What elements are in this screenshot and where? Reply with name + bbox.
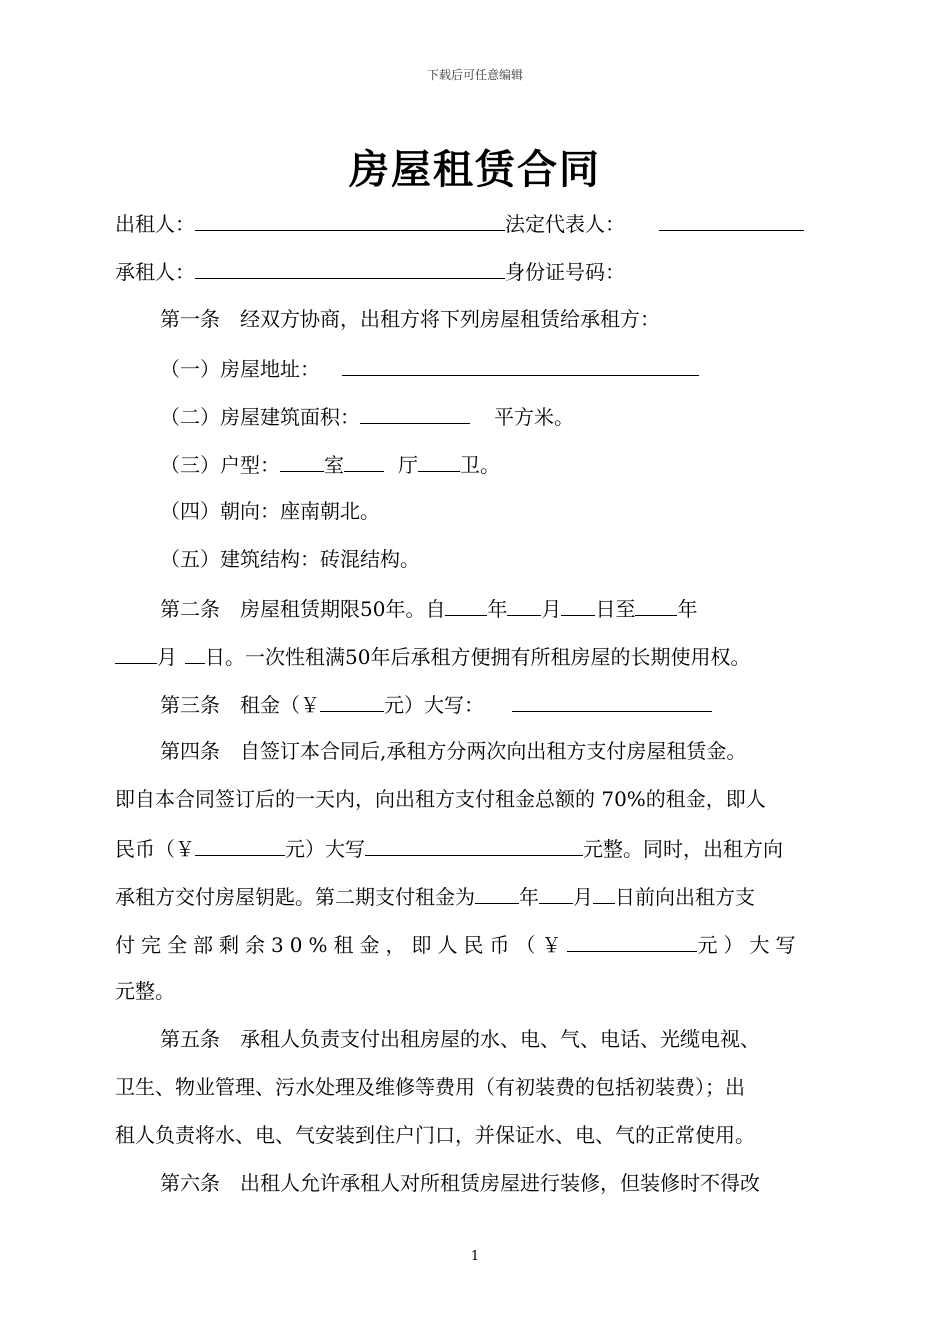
article-1-intro: 第一条 经双方协商，出租方将下列房屋租赁给承租方： bbox=[160, 307, 660, 331]
legal-rep-label: 法定代表人： bbox=[505, 212, 625, 236]
start-day-blank bbox=[561, 593, 595, 616]
layout-label: （三）户型： bbox=[160, 453, 280, 477]
article-4-text-3c: 元整。同时，出租方向 bbox=[583, 837, 783, 861]
lessee-line bbox=[115, 256, 625, 286]
room-unit: 室 bbox=[324, 453, 344, 477]
article-6-line-1: 第六条 出租人允许承租人对所租赁房屋进行装修，但装修时不得改 bbox=[160, 1171, 760, 1195]
legal-rep-blank bbox=[659, 208, 804, 231]
article-4-line-1: 第四条 自签订本合同后,承租方分两次向出租方支付房屋租赁金。 bbox=[160, 739, 747, 763]
header-note: 下载后可任意编辑 bbox=[426, 68, 523, 82]
lessor-label: 出租人： bbox=[115, 212, 195, 236]
day-unit: 日至 bbox=[595, 597, 636, 621]
address-line bbox=[160, 353, 699, 383]
page-number: 1 bbox=[470, 1249, 480, 1264]
article-4-text-4b: 日前向出租方支 bbox=[615, 885, 755, 909]
second-payment-amount-blank bbox=[567, 929, 697, 952]
article-4-text-3b: 元）大写 bbox=[285, 837, 365, 861]
bath-unit: 卫。 bbox=[460, 453, 500, 477]
area-line bbox=[160, 401, 574, 431]
area-blank bbox=[360, 401, 470, 424]
lessee-label: 承租人： bbox=[115, 260, 195, 284]
second-payment-month-blank bbox=[539, 881, 573, 904]
article-2-line-2 bbox=[115, 641, 750, 671]
article-5-line-1: 第五条 承租人负责支付出租房屋的水、电、气、电话、光缆电视、 bbox=[160, 1027, 760, 1051]
article-4-text-4a: 承租方交付房屋钥匙。第二期支付租金为 bbox=[115, 885, 475, 909]
second-payment-year-blank bbox=[475, 881, 519, 904]
month-unit: 月 bbox=[541, 597, 562, 621]
lessor-line bbox=[115, 208, 804, 238]
rent-amount-blank bbox=[320, 689, 384, 712]
room-blank bbox=[280, 449, 324, 472]
lessor-blank bbox=[195, 208, 505, 231]
first-payment-amount-blank bbox=[195, 833, 285, 856]
year-unit: 年 bbox=[519, 885, 539, 909]
article-2-text-2: 日。一次性租满50年后承租方便拥有所租房屋的长期使用权。 bbox=[205, 645, 751, 669]
address-blank bbox=[342, 353, 699, 376]
start-year-blank bbox=[445, 593, 487, 616]
hall-blank bbox=[344, 449, 384, 472]
article-3-line bbox=[160, 689, 712, 719]
end-day-blank bbox=[185, 641, 205, 664]
end-year-blank bbox=[635, 593, 677, 616]
id-label: 身份证号码： bbox=[505, 260, 625, 284]
orientation-line: （四）朝向：座南朝北。 bbox=[160, 499, 380, 523]
lessee-blank bbox=[195, 256, 505, 279]
article-5-line-2: 卫生、物业管理、污水处理及维修等费用（有初装费的包括初装费）；出 bbox=[115, 1075, 745, 1099]
area-unit: 平方米。 bbox=[494, 405, 574, 429]
document-title: 房屋租赁合同 bbox=[349, 146, 601, 193]
article-2-text: 第二条 房屋租赁期限50年。自 bbox=[160, 597, 446, 621]
article-4-line-6: 元整。 bbox=[115, 979, 175, 1003]
hall-unit: 厅 bbox=[398, 453, 418, 477]
article-4-text-5b: 元）大写 bbox=[697, 933, 802, 957]
area-label: （二）房屋建筑面积： bbox=[160, 405, 360, 429]
year-unit: 年 bbox=[487, 597, 508, 621]
article-3-text: 第三条 租金（￥ bbox=[160, 693, 320, 717]
address-label: （一）房屋地址： bbox=[160, 357, 320, 381]
article-5-line-3: 租人负责将水、电、气安装到住户门口，并保证水、电、气的正常使用。 bbox=[115, 1123, 755, 1147]
rent-words-label: 元）大写： bbox=[384, 693, 484, 717]
article-4-text-3a: 民币（￥ bbox=[115, 837, 195, 861]
article-4-text-5a: 付完全部剩余30%租金，即人民币（￥ bbox=[115, 933, 568, 957]
article-4-line-4 bbox=[115, 881, 755, 911]
rent-words-blank bbox=[512, 689, 712, 712]
month-unit: 月 bbox=[157, 645, 177, 669]
structure-line: （五）建筑结构：砖混结构。 bbox=[160, 547, 420, 571]
layout-line bbox=[160, 449, 500, 479]
end-month-blank bbox=[115, 641, 157, 664]
article-4-line-3 bbox=[115, 833, 783, 863]
year-unit: 年 bbox=[677, 597, 698, 621]
second-payment-day-blank bbox=[593, 881, 615, 904]
article-2-line-1 bbox=[160, 593, 697, 623]
article-4-line-5 bbox=[115, 929, 801, 959]
bath-blank bbox=[418, 449, 460, 472]
month-unit: 月 bbox=[573, 885, 593, 909]
start-month-blank bbox=[507, 593, 541, 616]
article-4-line-2: 即自本合同签订后的一天内，向出租方支付租金总额的 70%的租金，即人 bbox=[115, 787, 766, 811]
first-payment-words-blank bbox=[365, 833, 583, 856]
